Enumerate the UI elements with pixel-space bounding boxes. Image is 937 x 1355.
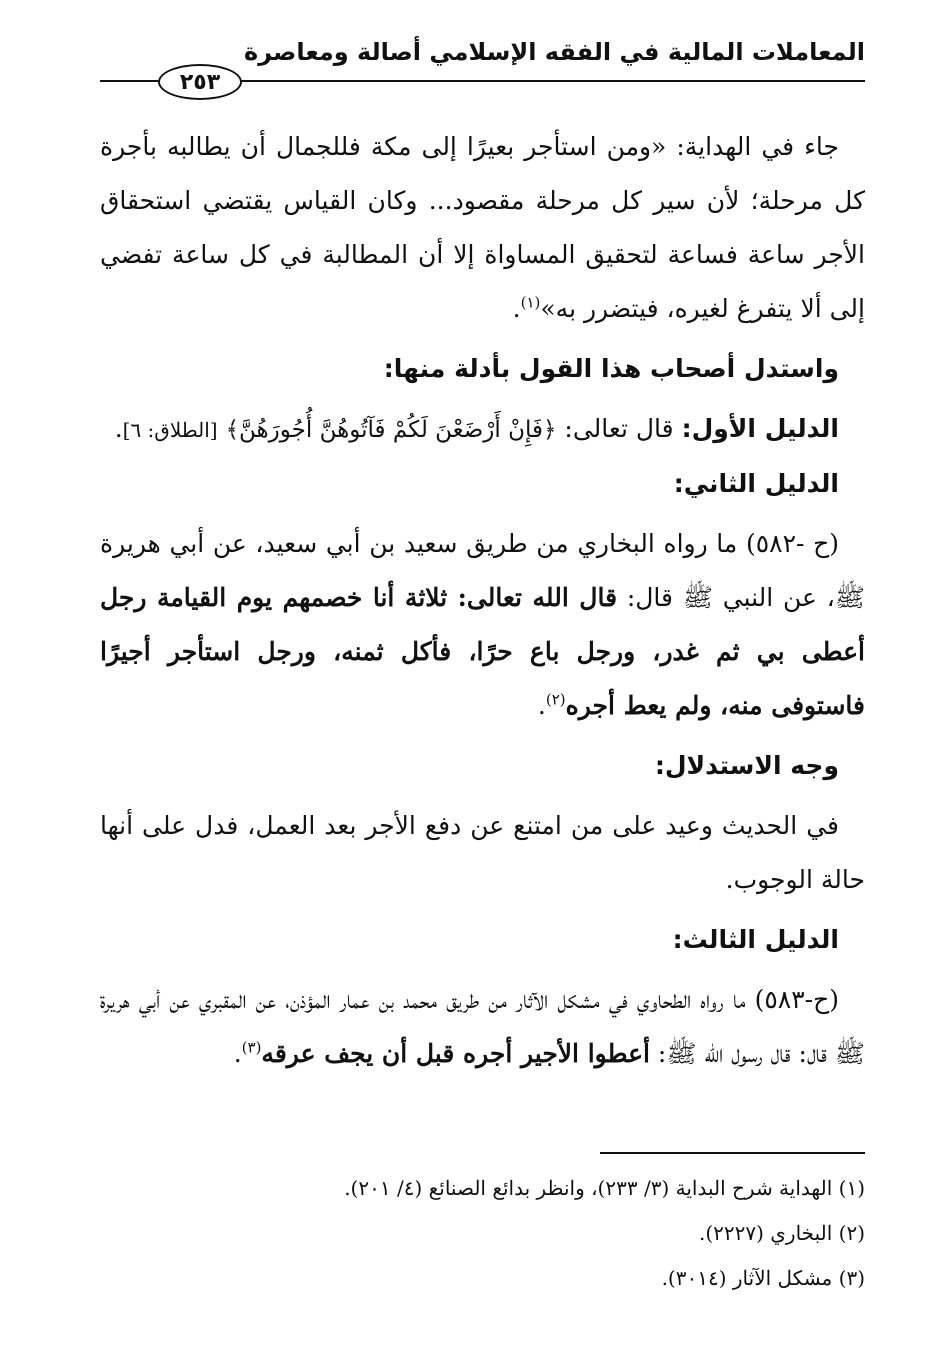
second-evidence-heading: الدليل الثاني: <box>673 469 839 498</box>
evidence-intro-heading: واستدل أصحاب هذا القول بأدلة منها: <box>383 354 839 383</box>
hidaya-quote-end: . <box>512 294 521 323</box>
page-number: ٢٥٣ <box>158 64 242 100</box>
hadith-583-chain: (ح-٥٨٣) ما رواه الطحاوي في مشكل الآثار من طريق محمد بن عمار المؤذن، عن المقبري عن أبي هريرة ﷺ قال: قال رسول الله ﷺ: <box>100 985 865 1068</box>
footnote-2: (٢) البخاري (٢٢٢٧). <box>698 1221 865 1245</box>
hadith-582-end: . <box>537 691 546 720</box>
quran-reference: [الطلاق: ٦] <box>122 418 218 442</box>
footnote-marker-3: (٣) <box>241 1038 262 1057</box>
quran-verse: ﴿فَإِنْ أَرْضَعْنَ لَكُمْ فَآتُوهُنَّ أُجُورَهُنَّ﴾ <box>225 417 557 443</box>
footnote-marker-1: (١) <box>520 293 541 312</box>
hidaya-quote-text: جاء في الهداية: «ومن استأجر بعيرًا إلى مكة فللجمال أن يطالبه بأجرة كل مرحلة؛ لأن سير كل مرحلة مقصود... وكان القياس يقتضي استحقاق الأجر ساعة فساعة لتحقيق المساواة إلا أن المطالبة في كل ساعة تفضي إلى ألا يتفرغ لغيره، فيتضرر به» <box>100 132 865 323</box>
hadith-583-text: أعطوا الأجير أجره قبل أن يجف عرقه <box>261 1039 650 1068</box>
first-evidence-end: . <box>114 414 123 443</box>
first-evidence-label: الدليل الأول: <box>681 414 839 443</box>
first-evidence-text: قال تعالى: <box>564 414 674 443</box>
first-evidence <box>100 402 865 457</box>
footnote-separator <box>600 1152 865 1154</box>
main-text <box>100 120 865 1081</box>
footnote-marker-2: (٢) <box>545 690 566 709</box>
hadith-583-end: . <box>233 1039 242 1068</box>
third-evidence-heading: الدليل الثالث: <box>672 925 839 954</box>
hadith-582-text: قال الله تعالى: ثلاثة أنا خصمهم يوم القيامة رجل أعطى بي ثم غدر، ورجل باع حرًا، فأكل ثمنه، ورجل استأجر أجيرًا فاستوفى منه، ولم يعط أجره <box>100 583 865 720</box>
footnote-1: (١) الهداية شرح البداية (٣/ ٢٣٣)، وانظر بدائع الصنائع (٤/ ٢٠١). <box>344 1176 865 1200</box>
footnotes <box>100 1166 865 1301</box>
inference-text: في الحديث وعيد على من امتنع عن دفع الأجر بعد العمل، فدل على أنها حالة الوجوب. <box>100 811 865 894</box>
paragraph-hidaya-quote <box>100 120 865 336</box>
inference-heading: وجه الاستدلال: <box>654 751 839 780</box>
hadith-583 <box>100 973 865 1081</box>
hadith-582 <box>100 517 865 733</box>
footnote-3: (٣) مشكل الآثار (٣٠١٤). <box>661 1266 865 1290</box>
running-title: المعاملات المالية في الفقه الإسلامي أصالة ومعاصرة <box>244 38 865 66</box>
hadith-582-chain: (ح -٥٨٢) ما رواه البخاري من طريق سعيد بن أبي سعيد، عن أبي هريرة ﷺ، عن النبي ﷺ قال: <box>100 529 865 612</box>
